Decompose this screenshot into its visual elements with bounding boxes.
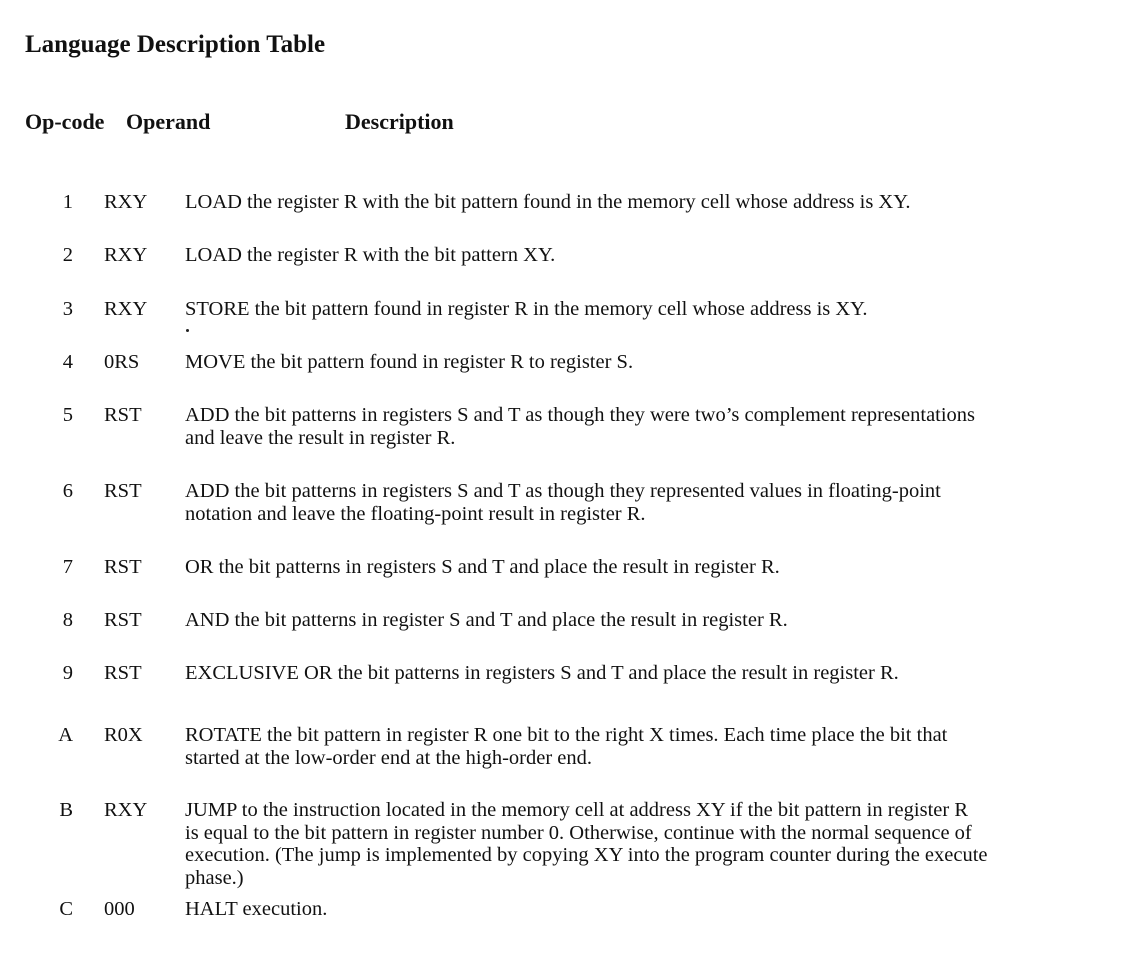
operand-cell: RST xyxy=(104,556,142,578)
operand-cell: RXY xyxy=(104,244,148,266)
operand-cell: R0X xyxy=(104,724,143,746)
description-cell xyxy=(185,556,1065,579)
description-line: MOVE the bit pattern found in register R to register S. xyxy=(185,351,634,373)
description-line: STORE the bit pattern found in register R in the memory cell whose address is XY. xyxy=(185,298,868,320)
description-cell xyxy=(185,244,1065,267)
page-title: Language Description Table xyxy=(25,31,326,58)
opcode-cell: 8 xyxy=(62,609,73,631)
column-header-description: Description xyxy=(345,109,454,134)
opcode-cell: B xyxy=(59,799,73,821)
description-cell xyxy=(185,191,1065,214)
operand-cell: RST xyxy=(104,480,142,502)
operand-cell: RST xyxy=(104,609,142,631)
description-line: ROTATE the bit pattern in register R one bit to the right X times. Each time place the bit that xyxy=(185,724,948,746)
description-cell xyxy=(185,351,1065,374)
operand-cell: 000 xyxy=(104,898,135,920)
operand-cell: RXY xyxy=(104,298,148,320)
description-line: AND the bit patterns in register S and T and place the result in register R. xyxy=(185,609,788,631)
description-line: OR the bit patterns in registers S and T and place the result in register R. xyxy=(185,556,780,578)
opcode-cell: A xyxy=(58,724,73,746)
description-line: HALT execution. xyxy=(185,898,328,920)
opcode-cell: 3 xyxy=(62,298,73,320)
description-line: LOAD the register R with the bit pattern found in the memory cell whose address is XY. xyxy=(185,191,911,213)
opcode-cell: C xyxy=(59,898,73,920)
operand-cell: RXY xyxy=(104,799,148,821)
description-line: execution. (The jump is implemented by copying XY into the program counter during the execute xyxy=(185,844,988,866)
description-line: and leave the result in register R. xyxy=(185,426,456,449)
description-cell xyxy=(185,480,1065,525)
operand-cell: RXY xyxy=(104,191,148,213)
opcode-cell: 5 xyxy=(62,404,73,426)
description-line: started at the low-order end at the high-order end. xyxy=(185,746,592,769)
description-cell xyxy=(185,799,1065,889)
column-header-operand: Operand xyxy=(126,109,211,134)
description-cell xyxy=(185,404,1065,449)
description-cell xyxy=(185,724,1065,769)
description-line: notation and leave the floating-point result in register R. xyxy=(185,502,646,525)
description-line: JUMP to the instruction located in the memory cell at address XY if the bit pattern in register R xyxy=(185,799,968,821)
opcode-cell: 1 xyxy=(62,191,73,213)
operand-cell: RST xyxy=(104,662,142,684)
description-line: phase.) xyxy=(185,866,244,889)
column-header-opcode: Op-code xyxy=(25,109,105,134)
opcode-cell: 7 xyxy=(62,556,73,578)
description-line: LOAD the register R with the bit pattern XY. xyxy=(185,244,556,266)
description-cell xyxy=(185,609,1065,632)
stray-dot-mark xyxy=(186,329,189,332)
description-line: is equal to the bit pattern in register number 0. Otherwise, continue with the normal sequence of xyxy=(185,821,972,844)
opcode-cell: 9 xyxy=(62,662,73,684)
opcode-cell: 2 xyxy=(62,244,73,266)
operand-cell: 0RS xyxy=(104,351,140,373)
opcode-cell: 6 xyxy=(62,480,73,502)
description-line: ADD the bit patterns in registers S and T as though they represented values in floating-point xyxy=(185,480,941,502)
description-line: EXCLUSIVE OR the bit patterns in registers S and T and place the result in register R. xyxy=(185,662,899,684)
description-cell xyxy=(185,298,1065,321)
opcode-cell: 4 xyxy=(62,351,73,373)
description-line: ADD the bit patterns in registers S and T as though they were two’s complement representations xyxy=(185,404,976,426)
description-cell xyxy=(185,898,1065,921)
description-cell xyxy=(185,662,1065,685)
operand-cell: RST xyxy=(104,404,142,426)
